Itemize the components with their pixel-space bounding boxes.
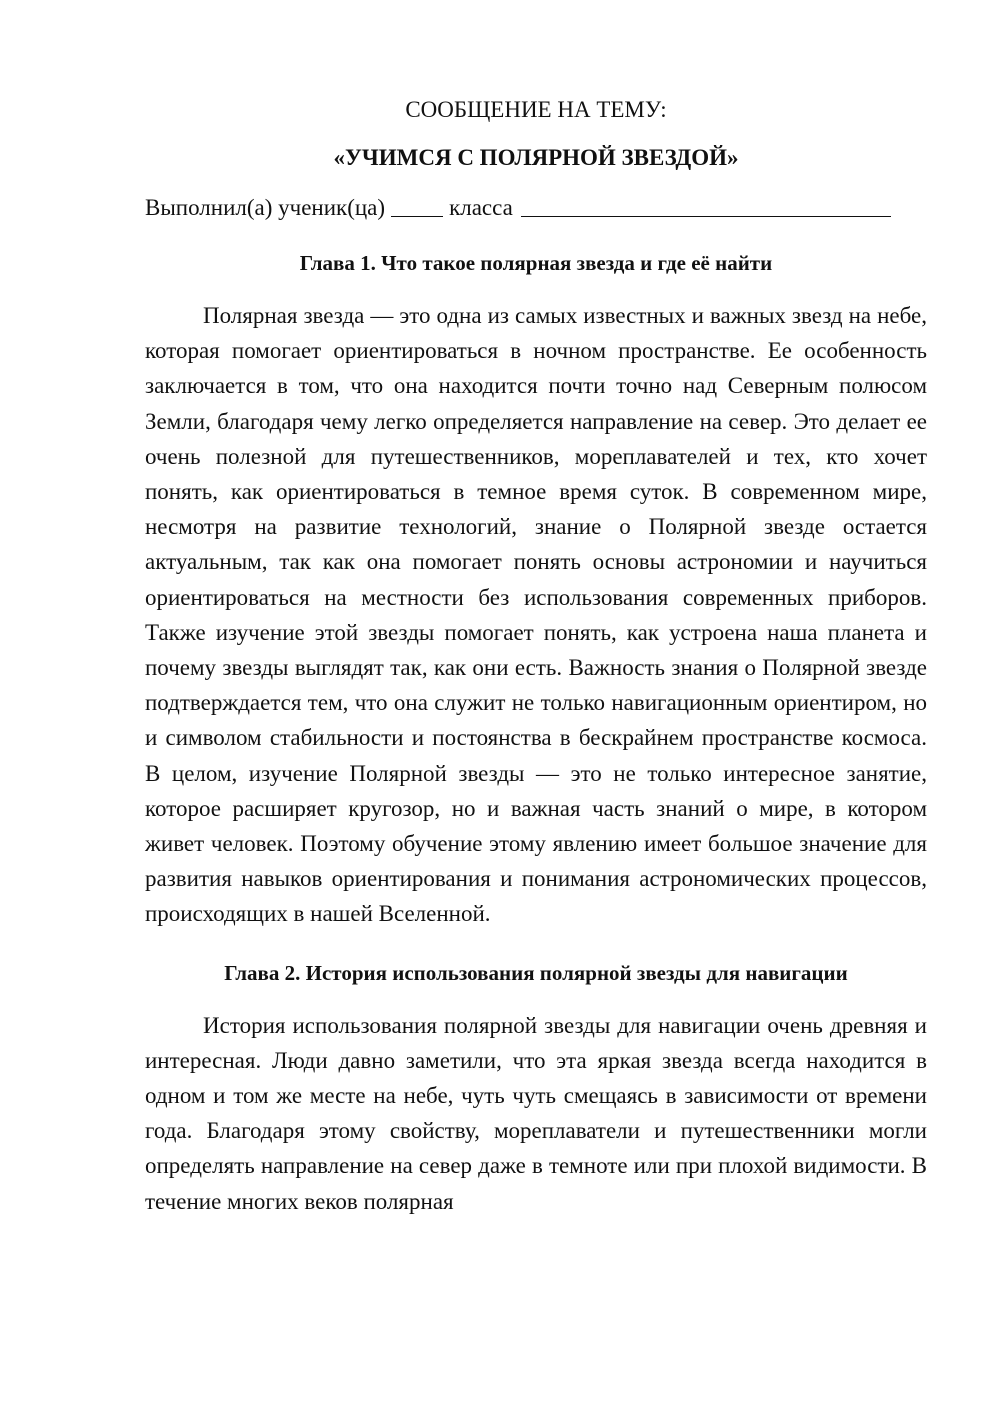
author-line: [145, 190, 927, 226]
class-number-blank: [391, 190, 443, 217]
document-title-line1: СООБЩЕНИЕ НА ТЕМУ:: [405, 97, 667, 122]
document-page: [145, 92, 927, 1219]
chapter-2-paragraph: История использования полярной звезды для навигации очень древняя и интересная. Люди давно заметили, что эта яркая звезда всегда находится в одном и том же месте на небе, чуть чуть смещаясь в зависимости от времени года. Благодаря этому свойству, мореплаватели и путешественники могли определять направление на север даже в темноте или при плохой видимости. В течение многих веков полярная: [145, 1012, 927, 1214]
student-name-blank: [521, 190, 891, 217]
author-prefix: Выполнил(а) ученик(ца): [145, 195, 386, 220]
chapter-1-heading: Глава 1. Что такое полярная звезда и где её найти: [299, 251, 773, 275]
chapter-1-paragraph: Полярная звезда — это одна из самых известных и важных звезд на небе, которая помогает ориентироваться в ночном пространстве. Ее особенность заключается в том, что она находится почти точно над Северным полюсом Земли, благодаря чему легко определяется направление на север. Это делает ее очень полезной для путешественников, мореплавателей и тех, кто хочет понять, как ориентироваться в темное время суток. В современном мире, несмотря на развитие технологий, знание о Полярной звезде остается актуальным, так как она помогает понять основы астрономии и научиться ориентироваться на местности без использования современных приборов. Также изучение этой звезды помогает понять, как устроена наша планета и почему звезды выглядят так, как они есть. Важность знания о Полярной звезде подтверждается тем, что она служит не только навигационным ориентиром, но и символом стабильности и постоянства в бескрайнем пространстве космоса. В целом, изучение Полярной звезды — это не только интересное занятие, которое расширяет кругозор, но и важная часть знаний о мире, в котором живет человек. Поэтому обучение этому явлению имеет большое значение для развития навыков ориентирования и понимания астрономических процессов, происходящих в нашей Вселенной.: [145, 303, 927, 927]
document-title-line2: «УЧИМСЯ С ПОЛЯРНОЙ ЗВЕЗДОЙ»: [333, 145, 739, 170]
chapter-2-heading: Глава 2. История использования полярной звезды для навигации: [224, 960, 848, 985]
author-class-word: класса: [449, 195, 513, 220]
